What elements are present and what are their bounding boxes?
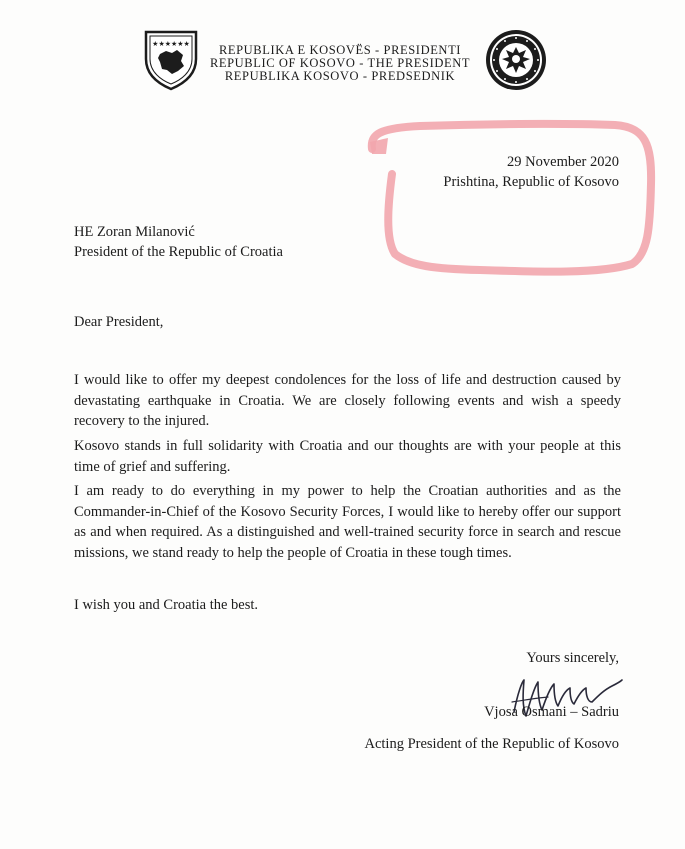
signer-name: Vjosa Osmani – Sadriu: [484, 704, 619, 720]
kosovo-coat-of-arms-icon: [143, 29, 199, 91]
letterhead: [204, 44, 476, 83]
body-paragraph: I am ready to do everything in my power to help the Croatian authorities and as the Commander-in-Chief of the Kosovo Security Forces, I would like to hereby offer our support as and when required. As a distinguished and well-trained security force in search and rescue missions, we stand ready to help the people of Croatia in these tough times.: [74, 483, 621, 561]
letter-place: Prishtina, Republic of Kosovo: [443, 174, 619, 190]
svg-text:★★★★★★: ★★★★★★: [152, 40, 190, 48]
letterhead-line-english: REPUBLIC OF KOSOVO - THE PRESIDENT: [209, 56, 471, 70]
recipient-title: President of the Republic of Croatia: [74, 244, 283, 260]
letterhead-line-serbian: REPUBLIKA KOSOVO - PREDSEDNIK: [224, 69, 456, 83]
recipient-block: [74, 222, 283, 262]
highlight-annotation: [360, 104, 660, 284]
closing: Yours sincerely,: [526, 650, 619, 666]
letter-date: 29 November 2020: [507, 154, 619, 170]
date-block: [443, 152, 619, 192]
body-paragraph: I wish you and Croatia the best.: [74, 597, 259, 613]
letterhead-line-albanian: REPUBLIKA E KOSOVËS - PRESIDENTI: [218, 43, 462, 57]
body-paragraph: I would like to offer my deepest condolences for the loss of life and destruction caused by devastating earthquake in Croatia. We are closely following events and wish a speedy recovery to the injured.: [74, 372, 621, 429]
presidential-seal-icon: [484, 28, 548, 92]
recipient-name: HE Zoran Milanović: [74, 224, 195, 240]
salutation: Dear President,: [74, 314, 164, 330]
body-paragraph: Kosovo stands in full solidarity with Croatia and our thoughts are with your people at this time of grief and suffering.: [74, 438, 621, 475]
signer-title: Acting President of the Republic of Kosovo: [364, 736, 619, 752]
